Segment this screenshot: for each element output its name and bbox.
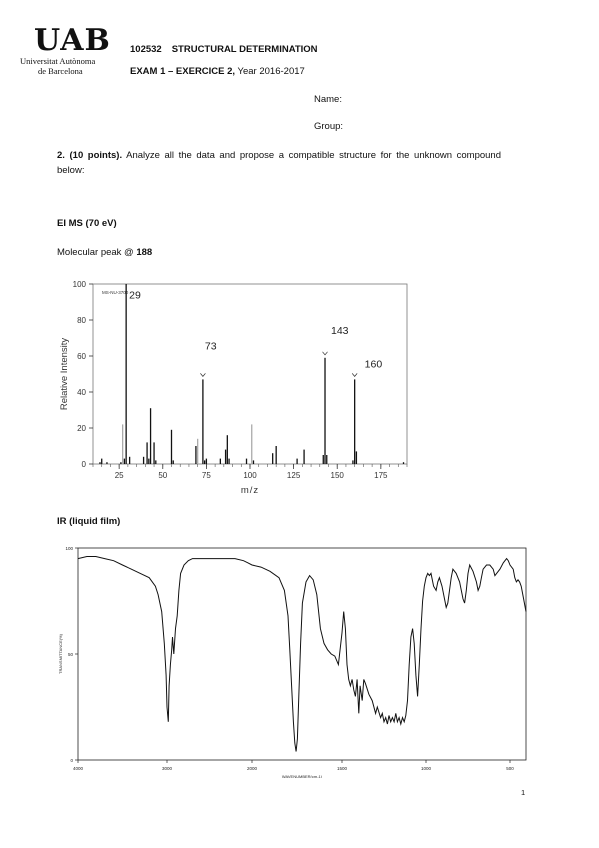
ms-y-axis-label: Relative Intensity	[59, 337, 70, 411]
ms-peak-label: 143	[331, 324, 349, 337]
ir-x-tick-label: 3000	[161, 766, 173, 771]
ms-y-tick-label: 100	[72, 280, 86, 289]
course-title: STRUCTURAL DETERMINATION	[171, 44, 318, 55]
university-name-line1: Universitat Autònoma	[20, 56, 96, 66]
ms-peak-label: 29	[129, 289, 141, 302]
molecular-peak-value: 188	[136, 247, 153, 258]
ms-peak-caret	[200, 373, 205, 376]
question-text	[57, 148, 501, 178]
ir-heading: IR (liquid film)	[57, 516, 121, 527]
ir-transmittance-line	[78, 557, 526, 752]
ms-y-tick-label: 0	[81, 460, 86, 469]
ir-x-tick-label: 4000	[72, 766, 84, 771]
ms-x-axis-label: m/z	[240, 485, 260, 496]
ms-y-tick-label: 20	[77, 424, 86, 433]
ms-y-tick-label: 40	[77, 388, 86, 397]
ir-x-tick-label: 1500	[336, 766, 348, 771]
ir-y-tick-label: 100	[65, 546, 73, 551]
ir-y-tick-label: 0	[70, 758, 73, 763]
ms-plot-frame	[93, 284, 407, 464]
molecular-peak-line	[57, 247, 152, 258]
ms-peak-caret	[323, 352, 328, 355]
course-header	[130, 44, 318, 55]
molecular-peak-label: Molecular peak @	[57, 247, 137, 258]
university-name-line2: de Barcelona	[38, 66, 83, 76]
question-body: Analyze all the data and propose a compatible structure for the unknown compound below:	[57, 150, 501, 176]
question-points: . (10 points).	[62, 150, 123, 161]
uab-logo-text: UAB	[34, 23, 111, 58]
group-label: Group:	[314, 121, 344, 132]
ms-x-tick-label: 50	[158, 471, 168, 480]
ms-x-tick-label: 25	[114, 471, 124, 480]
mass-spectrum-chart	[55, 274, 415, 496]
ir-x-tick-label: 2000	[246, 766, 258, 771]
ir-y-tick-label: 50	[67, 652, 73, 657]
ms-heading: EI MS (70 eV)	[57, 218, 117, 229]
ir-y-axis-label: TRANSMITTANCE(%)	[58, 634, 63, 674]
ms-peak-label: 160	[364, 358, 383, 371]
exam-year: Year 2016-2017	[235, 66, 305, 77]
question-number: 2	[57, 150, 63, 161]
ms-y-tick-label: 80	[77, 316, 86, 325]
page-number: 1	[521, 788, 526, 797]
exam-header	[130, 66, 305, 77]
name-label: Name:	[314, 94, 342, 105]
ms-x-tick-label: 125	[286, 471, 301, 480]
ms-inner-label: MS-NU-3700	[102, 290, 129, 295]
ms-x-tick-label: 75	[201, 471, 211, 480]
ms-peak-label: 73	[204, 340, 217, 353]
ms-y-tick-label: 60	[77, 352, 86, 361]
ms-x-tick-label: 175	[374, 471, 388, 480]
ms-x-tick-label: 150	[330, 471, 344, 480]
ir-spectrum-chart	[52, 540, 532, 778]
course-code: 102532	[130, 44, 162, 55]
ir-x-axis-label: WAVENUMBER(cm-1)	[281, 774, 323, 778]
ms-x-tick-label: 100	[243, 471, 257, 480]
exam-title: EXAM 1 – EXERCICE 2,	[130, 66, 236, 77]
uab-logo	[34, 23, 111, 58]
ir-x-tick-label: 500	[506, 766, 514, 771]
ir-x-tick-label: 1000	[420, 766, 432, 771]
ms-peak-caret	[352, 373, 357, 376]
